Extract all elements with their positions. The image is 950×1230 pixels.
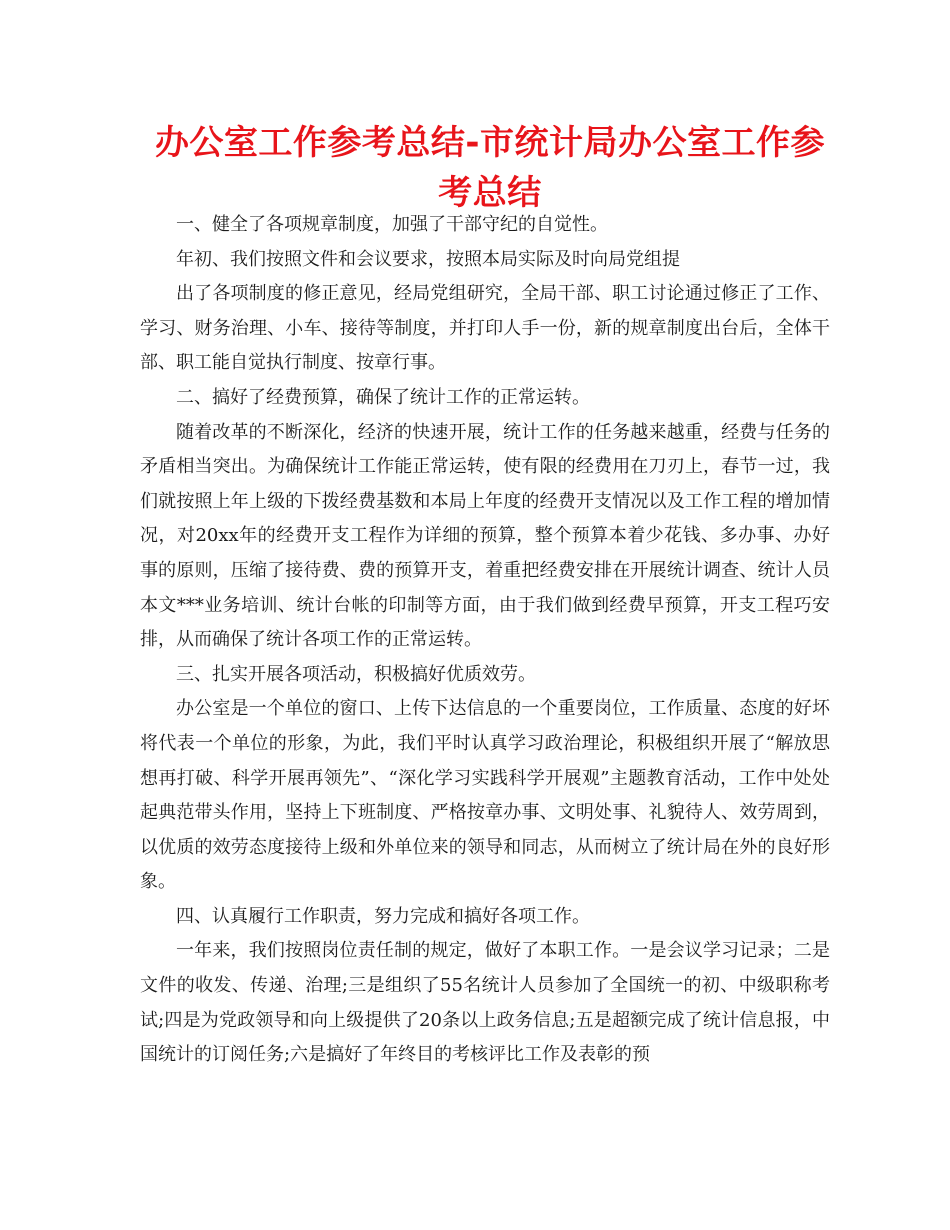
section-heading-1: 一、健全了各项规章制度，加强了干部守纪的自觉性。 (176, 214, 608, 235)
paragraph: 随着改革的不断深化，经济的快速开展，统计工作的任务越来越重，经费与任务的矛盾相当突出。为确保统计工作能正常运转，使有限的经费用在刀刃上，春节一过，我们就按照上年上级的下拨经费基数和本局上年度的经费开支情况以及工作工程的增加情况，对20xx年的经费开支工程作为详细的预算，整个预算本着少花钱、多办事、办好事的原则，压缩了接待费、费的预算开支，着重把经费安排在开展统计调查、统计人员本文***业务培训、统计台帐的印制等方面，由于我们做到经费早预算，开支工程巧安排，从而确保了统计各项工作的正常运转。 (140, 421, 830, 651)
document-body (140, 208, 830, 1073)
document-title: 办公室工作参考总结-市统计局办公室工作参考总结 (154, 123, 826, 213)
paragraph: 一年来，我们按照岗位责任制的规定，做好了本职工作。一是会议学习记录；二是文件的收发、传递、治理;三是组织了55名统计人员参加了全国统一的初、中级职称考试;四是为党政领导和向上级提供了20条以上政务信息;五是超额完成了统计信息报，中国统计的订阅任务;六是搞好了年终目的考核评比工作及表彰的预 (140, 940, 830, 1066)
paragraph: 出了各项制度的修正意见，经局党组研究，全局干部、职工讨论通过修正了工作、学习、财务治理、小车、接待等制度，并打印人手一份，新的规章制度出台后，全体干部、职工能自觉执行制度、按章行事。 (140, 283, 830, 374)
paragraph: 年初、我们按照文件和会议要求，按照本局实际及时向局党组提 (176, 248, 680, 270)
paragraph: 办公室是一个单位的窗口、上传下达信息的一个重要岗位，工作质量、态度的好坏将代表一个单位的形象，为此，我们平时认真学习政治理论，积极组织开展了“解放思想再打破、科学开展再领先”、“深化学习实践科学开展观”主题教育活动，工作中处处起典范带头作用，坚持上下班制度、严格按章办事、文明处事、礼貌待人、效劳周到，以优质的效劳态度接待上级和外单位来的领导和同志，从而树立了统计局在外的良好形象。 (140, 698, 830, 893)
section-heading-3: 三、扎实开展各项活动，积极搞好优质效劳。 (176, 663, 536, 685)
section-heading-2: 二、搞好了经费预算，确保了统计工作的正常运转。 (176, 386, 590, 408)
section-heading-4: 四、认真履行工作职责，努力完成和搞好各项工作。 (176, 905, 590, 927)
